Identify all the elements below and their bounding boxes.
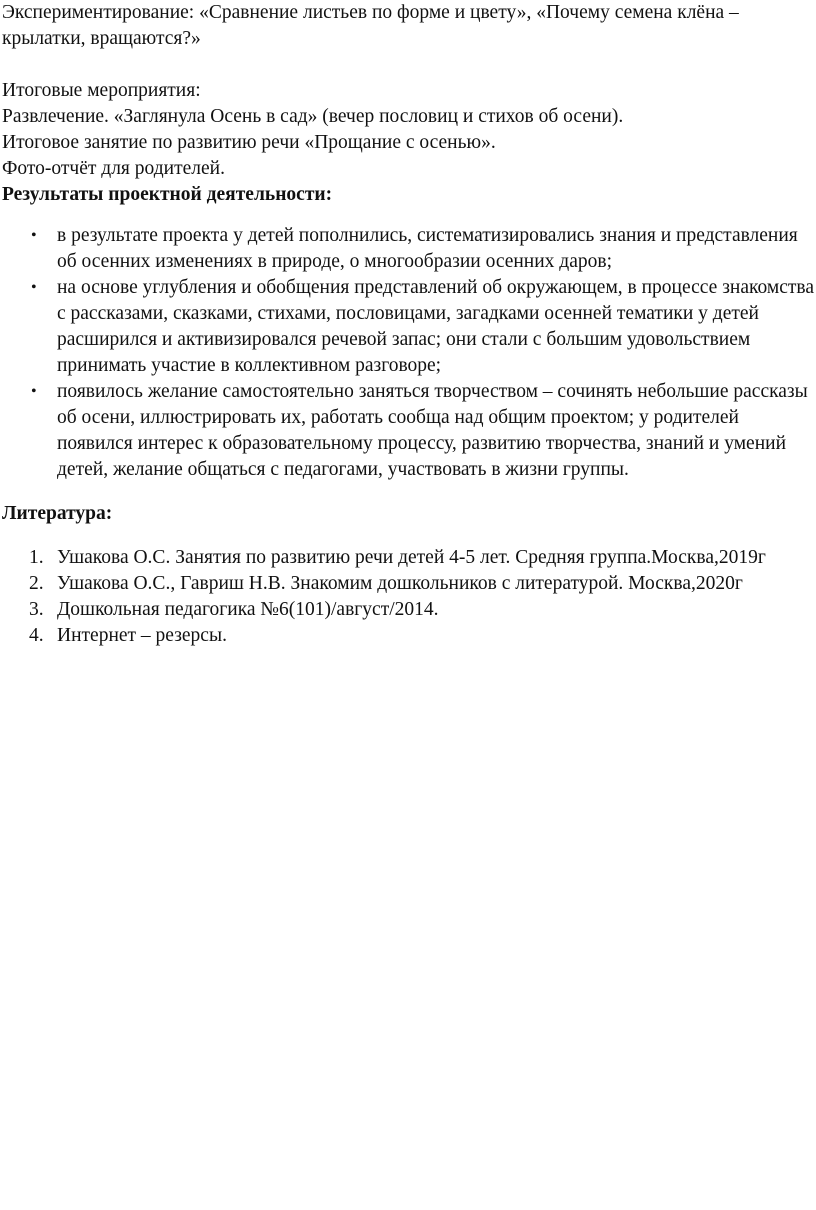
results-heading: Результаты проектной деятельности: [2, 184, 333, 205]
list-number: 1. [29, 547, 44, 568]
blank-line [2, 52, 814, 78]
experiment-paragraph: Экспериментирование: «Сравнение листьев по форме и цвету», «Почему семена клёна – крылатки, вращаются?» [2, 2, 739, 49]
final-events-title: Итоговые мероприятия: [2, 80, 201, 101]
literature-list [2, 545, 814, 649]
results-item-text: на основе углубления и обобщения представлений об окружающем, в процессе знакомства с рассказами, сказками, стихами, пословицами, загадками осенней тематики у детей расширился и активизировался речевой запас; они стали с большим удовольствием принимать участие в коллективном разговоре; [57, 277, 814, 376]
bullet-icon: • [31, 279, 37, 296]
literature-list-item [29, 597, 814, 623]
final-event-item: Фото-отчёт для родителей. [2, 158, 225, 179]
literature-heading: Литература: [2, 503, 113, 524]
final-event-item: Итоговое занятие по развитию речи «Прощание с осенью». [2, 132, 496, 153]
bullet-icon: • [31, 227, 37, 244]
results-list-item [31, 223, 814, 275]
document-page [2, 0, 814, 649]
list-number: 4. [29, 625, 44, 646]
literature-item-text: Интернет – резерсы. [57, 625, 227, 646]
results-list-item [31, 379, 814, 483]
literature-item-text: Дошкольная педагогика №6(101)/август/2014. [57, 599, 439, 620]
literature-item-text: Ушакова О.С., Гавриш Н.В. Знакомим дошкольников с литературой. Москва,2020г [57, 573, 743, 594]
bullet-icon: • [31, 383, 37, 400]
final-event-item: Развлечение. «Заглянула Осень в сад» (вечер пословиц и стихов об осени). [2, 106, 624, 127]
results-list-item [31, 275, 814, 379]
literature-list-item [29, 571, 814, 597]
literature-item-text: Ушакова О.С. Занятия по развитию речи детей 4-5 лет. Средняя группа.Москва,2019г [57, 547, 766, 568]
results-list [2, 223, 814, 483]
list-number: 2. [29, 573, 44, 594]
literature-list-item [29, 545, 814, 571]
literature-list-item [29, 623, 814, 649]
results-item-text: появилось желание самостоятельно заняться творчеством – сочинять небольшие рассказы об осени, иллюстрировать их, работать сообща над общим проектом; у родителей появился интерес к образовательному процессу, развитию творчества, знаний и умений детей, желание общаться с педагогами, участвовать в жизни группы. [57, 381, 808, 480]
list-number: 3. [29, 599, 44, 620]
results-item-text: в результате проекта у детей пополнились, систематизировались знания и представления об осенних изменениях в природе, о многообразии осенних даров; [57, 225, 798, 272]
